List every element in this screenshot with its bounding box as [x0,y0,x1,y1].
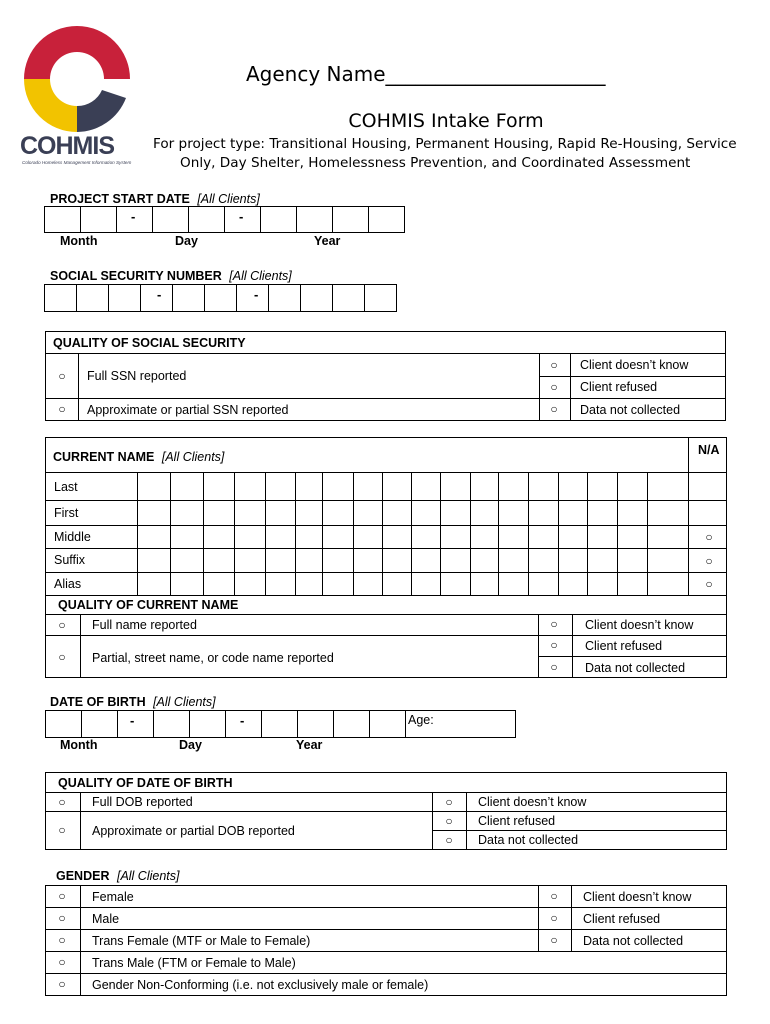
dob-quality-title: QUALITY OF DATE OF BIRTH [58,776,233,790]
project-start-title: PROJECT START DATE [50,192,190,206]
project-start-qualifier: [All Clients] [197,192,260,206]
radio-icon[interactable]: ○ [705,530,713,544]
ssn-dash: - [254,287,259,302]
radio-icon[interactable]: ○ [58,618,66,632]
date-box[interactable] [297,207,333,233]
gender-non-conforming: Gender Non-Conforming (i.e. not exclusively male or female) [92,978,429,992]
ssn-quality-full: Full SSN reported [87,369,187,383]
month-label: Month [60,234,98,248]
name-quality-title: QUALITY OF CURRENT NAME [58,598,239,612]
name-quality-dont-know: Client doesn’t know [585,618,694,632]
gender-male: Male [92,912,120,926]
name-quality-full: Full name reported [92,618,197,632]
radio-icon[interactable]: ○ [58,977,66,991]
radio-icon[interactable]: ○ [58,823,66,837]
name-row-last: Last [54,480,78,494]
ssn-box[interactable] [365,285,397,312]
radio-icon[interactable]: ○ [58,933,66,947]
ssn-quality-title: QUALITY OF SOCIAL SECURITY [53,336,246,350]
radio-icon[interactable]: ○ [58,911,66,925]
current-name-label [53,450,224,464]
dob-box[interactable] [154,711,190,738]
gender-dont-know: Client doesn’t know [583,890,692,904]
project-start-label [50,192,260,206]
name-quality-partial: Partial, street name, or code name reported [92,651,334,665]
ssn-quality-dont-know: Client doesn’t know [580,358,689,372]
gender-trans-female: Trans Female (MTF or Male to Female) [92,934,311,948]
day-label: Day [175,234,198,248]
project-types-line-1: For project type: Transitional Housing, Permanent Housing, Rapid Re-Housing, Service [153,136,737,152]
radio-icon[interactable]: ○ [58,889,66,903]
dob-dash: - [240,713,245,728]
dob-quality-refused: Client refused [478,814,556,828]
ssn-quality-refused: Client refused [580,380,658,394]
na-label: N/A [698,443,720,457]
radio-icon[interactable]: ○ [58,650,66,664]
ssn-box[interactable] [109,285,141,312]
dob-quality-dont-know: Client doesn’t know [478,795,587,809]
ssn-box[interactable] [77,285,109,312]
dob-label [50,695,216,709]
radio-icon[interactable]: ○ [58,955,66,969]
gender-title: GENDER [56,869,110,883]
dob-day-label: Day [179,738,202,752]
dob-box[interactable] [334,711,370,738]
name-row-middle: Middle [54,530,91,544]
ssn-box[interactable] [301,285,333,312]
radio-icon[interactable]: ○ [445,795,453,809]
date-box[interactable] [333,207,369,233]
gender-label [56,869,180,883]
dob-qualifier: [All Clients] [153,695,216,709]
radio-icon[interactable]: ○ [550,889,558,903]
logo-subtext: Colorado Homeless Management Information System [22,160,132,165]
dob-box[interactable] [370,711,406,738]
ssn-quality-not-collected: Data not collected [580,403,681,417]
cohmis-logo [18,20,136,170]
ssn-box[interactable] [237,285,269,312]
ssn-qualifier: [All Clients] [229,269,292,283]
date-dash: - [131,209,136,224]
dob-quality-partial: Approximate or partial DOB reported [92,824,295,838]
date-box[interactable] [369,207,405,233]
dob-box[interactable] [46,711,82,738]
dob-box[interactable] [82,711,118,738]
ssn-quality-partial: Approximate or partial SSN reported [87,403,289,417]
gender-qualifier: [All Clients] [116,869,180,883]
ssn-title: SOCIAL SECURITY NUMBER [50,269,222,283]
ssn-label [50,269,292,283]
dob-month-label: Month [60,738,98,752]
dob-grid[interactable] [45,710,516,738]
date-box[interactable] [153,207,189,233]
dob-quality-not-collected: Data not collected [478,833,579,847]
name-row-first: First [54,506,79,520]
gender-trans-male: Trans Male (FTM or Female to Male) [92,956,296,970]
project-start-grid[interactable] [44,206,405,233]
dob-quality-full: Full DOB reported [92,795,193,809]
ssn-dash: - [157,287,162,302]
name-quality-not-collected: Data not collected [585,661,686,675]
radio-icon[interactable]: ○ [550,660,558,674]
age-box[interactable] [406,711,516,738]
radio-icon[interactable]: ○ [58,402,66,416]
gender-female: Female [92,890,134,904]
project-types-line-2: Only, Day Shelter, Homelessness Prevention, and Coordinated Assessment [180,155,691,171]
radio-icon[interactable]: ○ [550,380,558,394]
dob-box[interactable] [118,711,154,738]
radio-icon[interactable]: ○ [58,369,66,383]
form-title: COHMIS Intake Form [348,110,544,132]
radio-icon[interactable]: ○ [550,617,558,631]
ssn-box[interactable] [205,285,237,312]
date-box[interactable] [45,207,81,233]
current-name-qualifier: [All Clients] [161,450,225,464]
current-name-title: CURRENT NAME [53,450,155,464]
agency-name-line[interactable]: Agency Name______________________ [246,62,606,86]
name-row-alias: Alias [54,577,82,591]
ssn-box[interactable] [173,285,205,312]
name-quality-refused: Client refused [585,639,663,653]
radio-icon[interactable]: ○ [550,358,558,372]
age-label: Age: [408,713,434,727]
ssn-box[interactable] [269,285,301,312]
radio-icon[interactable]: ○ [550,933,558,947]
ssn-grid[interactable] [44,284,397,312]
dob-title: DATE OF BIRTH [50,695,146,709]
year-label: Year [314,234,341,248]
radio-icon[interactable]: ○ [550,402,558,416]
dob-box[interactable] [298,711,334,738]
date-box[interactable] [81,207,117,233]
date-dash: - [239,209,244,224]
radio-icon[interactable]: ○ [445,833,453,847]
ssn-box[interactable] [45,285,77,312]
dob-year-label: Year [296,738,323,752]
gender-refused: Client refused [583,912,661,926]
dob-box[interactable] [190,711,226,738]
dob-dash: - [130,713,135,728]
radio-icon[interactable]: ○ [705,554,713,568]
logo-wordmark: COHMIS [20,132,114,160]
dob-box[interactable] [262,711,298,738]
name-row-suffix: Suffix [54,553,86,567]
radio-icon[interactable]: ○ [705,577,713,591]
radio-icon[interactable]: ○ [58,795,66,809]
ssn-box[interactable] [333,285,365,312]
date-box[interactable] [189,207,225,233]
radio-icon[interactable]: ○ [445,814,453,828]
gender-not-collected: Data not collected [583,934,684,948]
radio-icon[interactable]: ○ [550,638,558,652]
radio-icon[interactable]: ○ [550,911,558,925]
date-box[interactable] [261,207,297,233]
